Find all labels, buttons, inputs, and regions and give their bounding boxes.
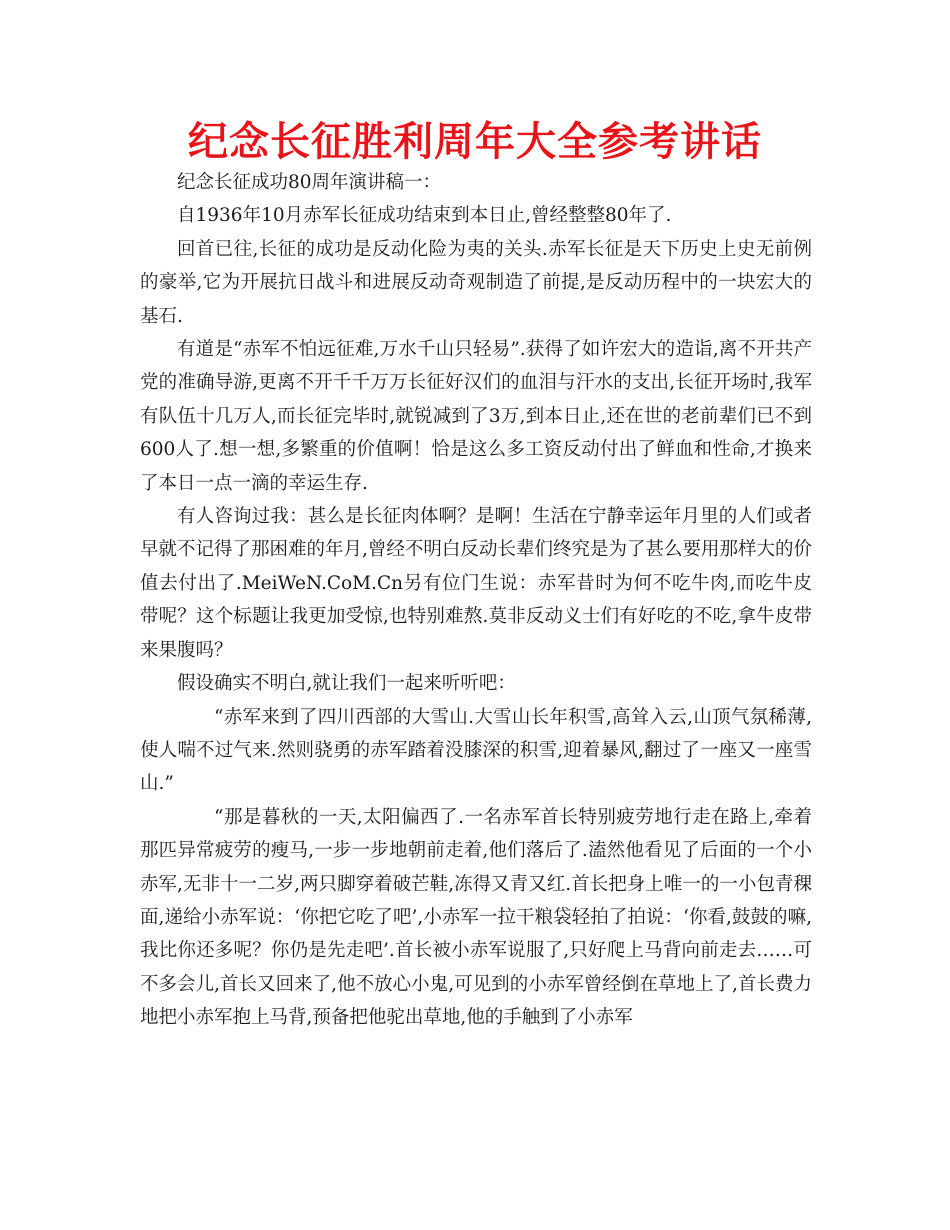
paragraph: 回首已往,长征的成功是反动化险为夷的关头.赤军长征是天下历史上史无前例的豪举,它为开展抗日战斗和进展反动奇观制造了前提,是反动历程中的一块宏大的基石. <box>140 238 812 327</box>
document-body <box>140 166 812 1035</box>
paragraph: 假设确实不明白,就让我们一起来听听吧： <box>177 673 516 695</box>
paragraph-quote: “那是暮秋的一天,太阳偏西了.一名赤军首长特别疲劳地行走在路上,牵着那匹异常疲劳的瘦马,一步一步地朝前走着,他们落后了.溘然他看见了后面的一个小赤军,无非十一二岁,两只脚穿着破芒鞋,冻得又青又红.首长把身上唯一的一小包青稞面,递给小赤军说：‘你把它吃了吧’,小赤军一拉干粮袋轻拍了拍说：‘你看,鼓鼓的嘛,我比你还多呢？你仍是先走吧’.首长被小赤军说服了,只好爬上马背向前走去……可不多会儿,首长又回来了,他不放心小鬼,可见到的小赤军曾经倒在草地上了,首长费力地把小赤军抱上马背,预备把他驼出草地,他的手触到了小赤军 <box>140 806 812 1029</box>
paragraph: 有道是“赤军不怕远征难,万水千山只轻易”.获得了如许宏大的造诣,离不开共产党的准确导游,更离不开千千万万长征好汉们的血泪与汗水的支出,长征开场时,我军有队伍十几万人,而长征完毕时,就锐减到了3万,到本日止,还在世的老前辈们已不到600人了.想一想,多繁重的价值啊！恰是这么多工资反动付出了鲜血和性命,才换来了本日一点一滴的幸运生存. <box>140 339 812 494</box>
document-title: 纪念长征胜利周年大全参考讲话 <box>188 119 762 165</box>
paragraph-speech-heading: 纪念长征成功80周年演讲稿一： <box>177 172 442 193</box>
paragraph-quote: “赤军来到了四川西部的大雪山.大雪山长年积雪,高耸入云,山顶气氛稀薄,使人喘不过气来.然则骁勇的赤军踏着没膝深的积雪,迎着暴风,翻过了一座又一座雪山.” <box>140 706 812 795</box>
paragraph: 自1936年10月赤军长征成功结束到本日止,曾经整整80年了. <box>177 205 672 227</box>
paragraph: 有人咨询过我：甚么是长征肉体啊？是啊！生活在宁静幸运年月里的人们或者早就不记得了那困难的年月,曾经不明白反动长辈们终究是为了甚么要用那样大的价值去付出了.MeiWeN.CoM.Cn另有位门生说：赤军昔时为何不吃牛肉,而吃牛皮带呢？这个标题让我更加受惊,也特别难熬.莫非反动义士们有好吃的不吃,拿牛皮带来果腹吗？ <box>140 506 812 661</box>
